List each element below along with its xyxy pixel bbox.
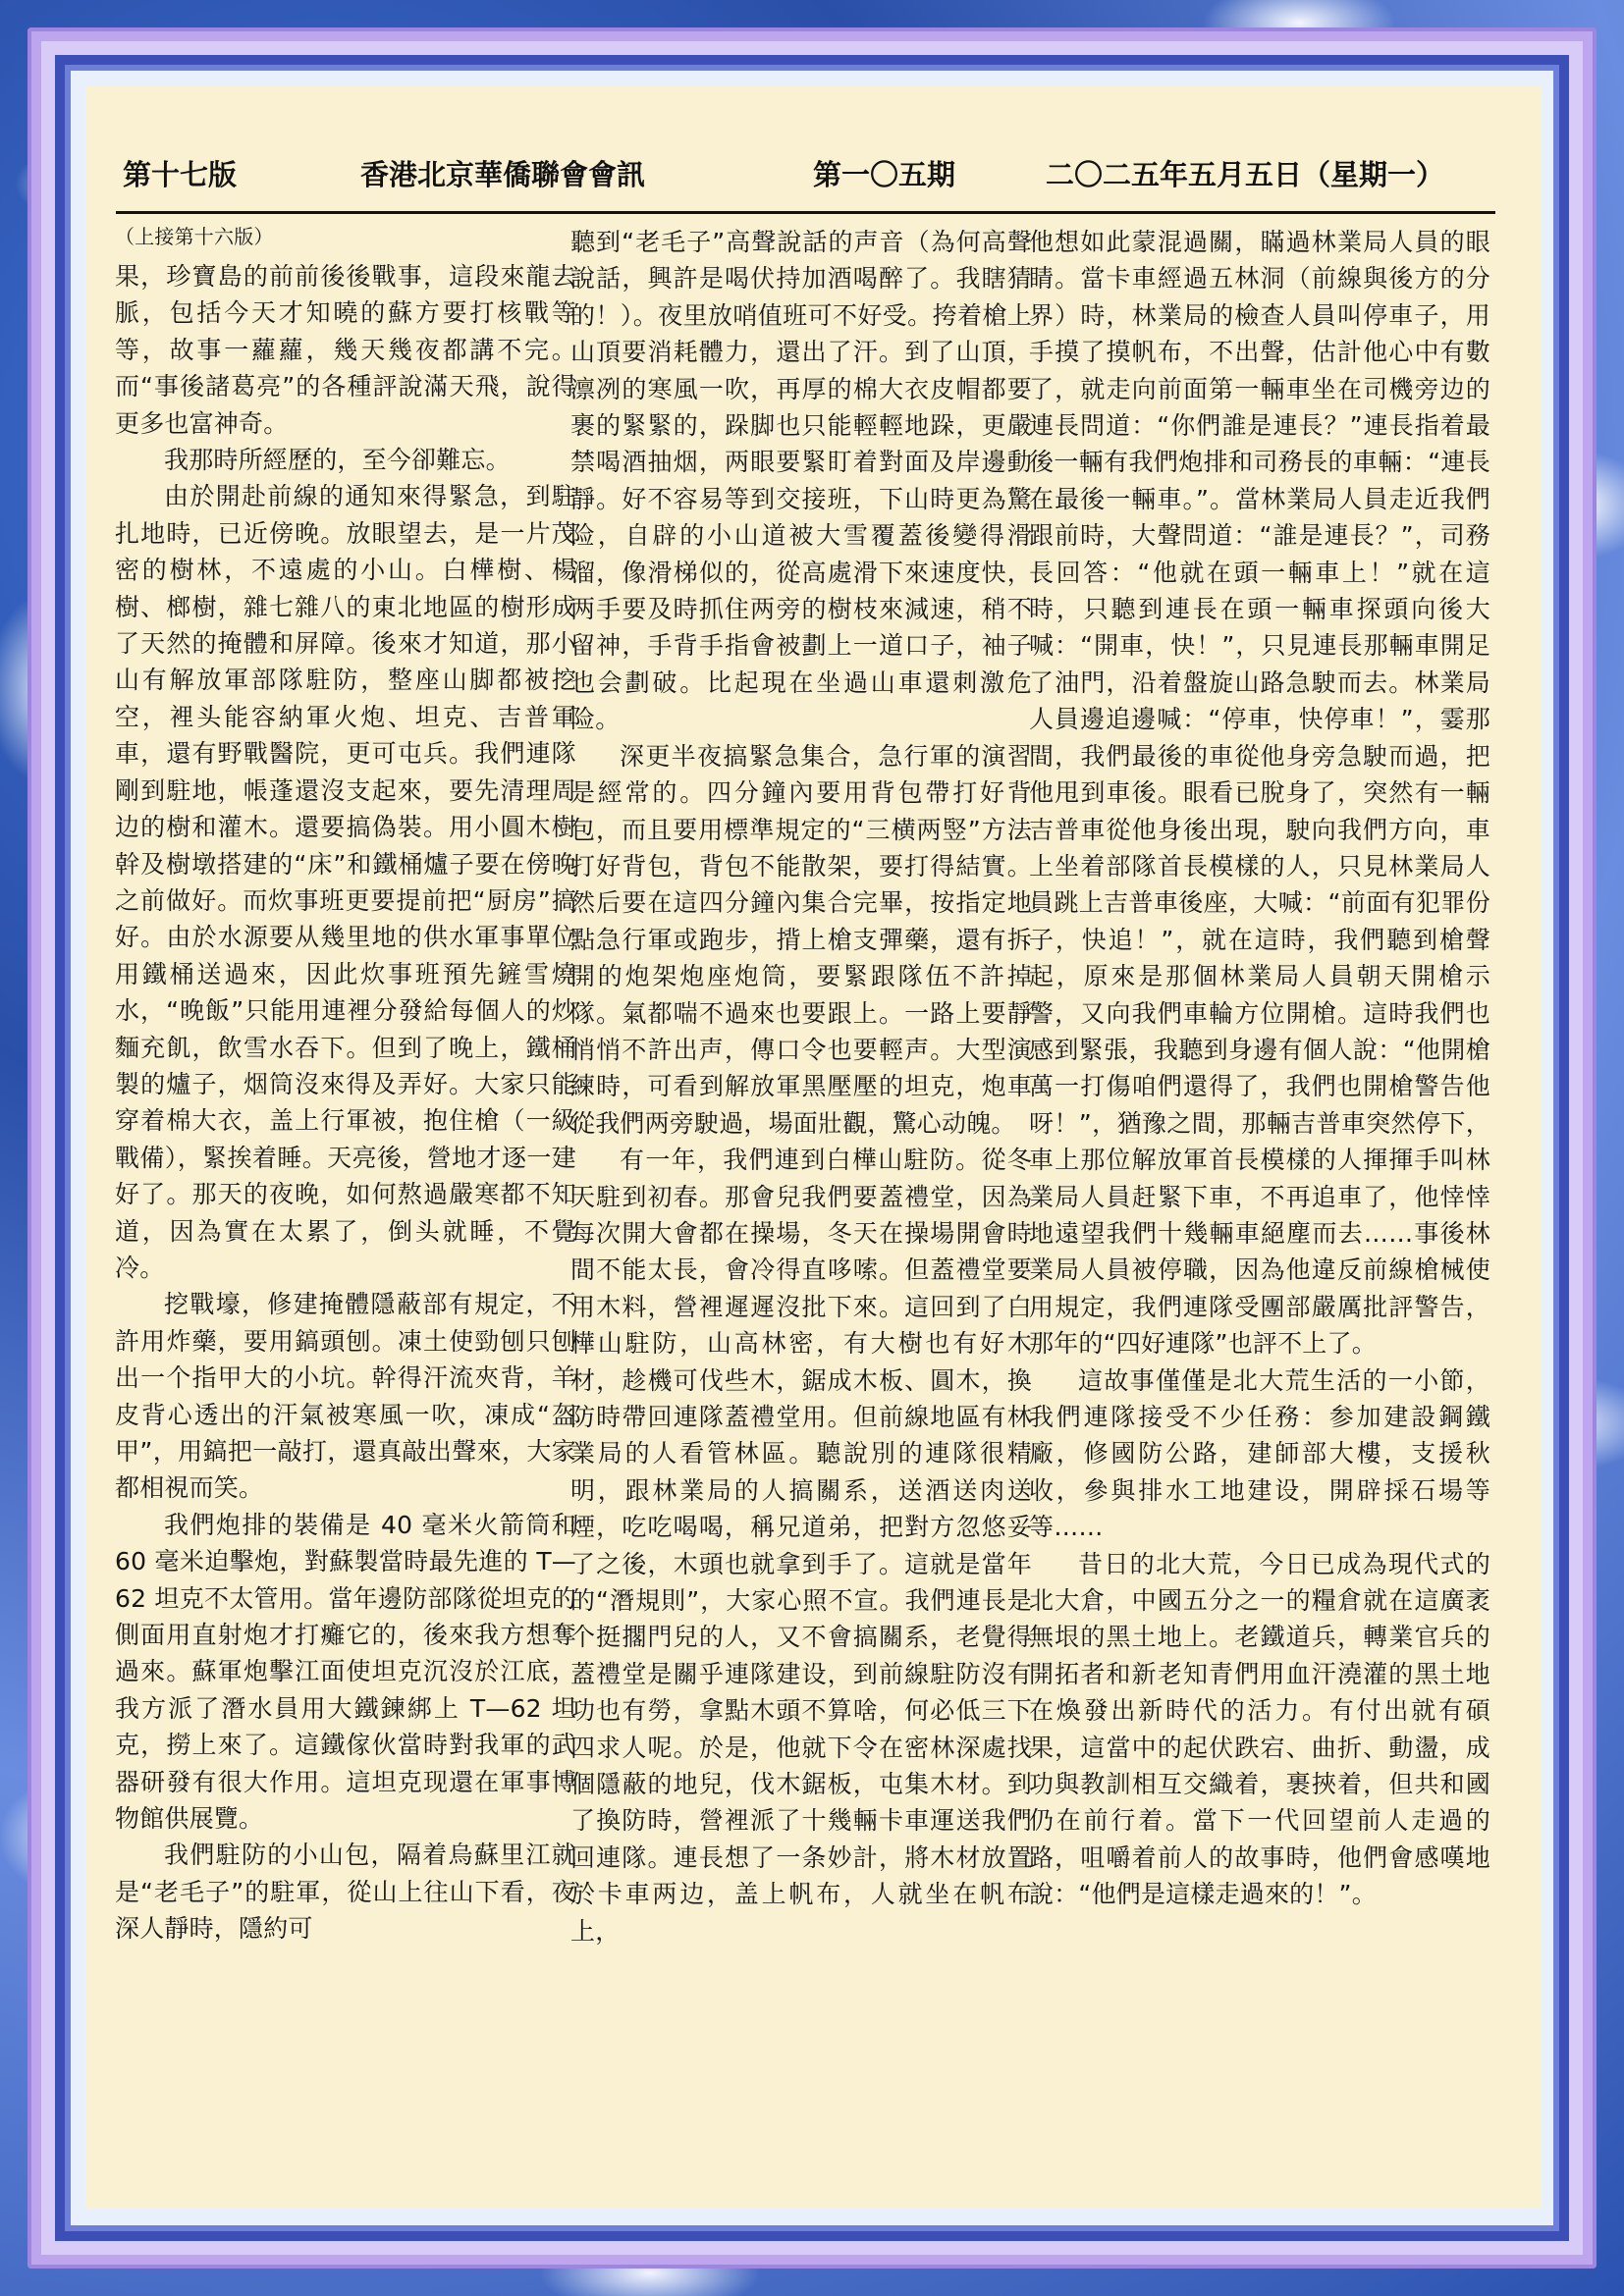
article-paragraph: 挖戰壕，修建掩體隱蔽部有規定，不許用炸藥，要用鎬頭刨。凍土使勁刨只刨出一个指甲大的小坑。幹得汗流夾背，羊皮背心透出的汗氣被寒風一吹，凍成“盔甲”，用鎬把一敲打，還真敲出聲來，大家都相視而笑。: [115, 1290, 576, 1503]
article-column-1: [115, 224, 576, 1948]
article-paragraph: 這故事僅僅是北大荒生活的一小節，我們連隊接受不少任務：参加建設鋼鐵廠，修國防公路，建師部大樓，支援秋收，參與排水工地建设，開辟採石場等等……: [1029, 1365, 1490, 1542]
article-paragraph: 果，珍寶島的前前後後戰事，這段來龍去脈，包括今天才知曉的蘇方要打核戰等等，故事一蘿蘿，幾天幾夜都講不完。而“事後諸葛亮”的各種評說滿天飛，說得更多也富神奇。: [115, 262, 576, 438]
article-paragraph: 他想如此蒙混過關，瞞過林業局人員的眼睛。當卡車經過五林洞（前線與後方的分界）時，林業局的檢查人員叫停車子，用手摸了摸帆布，不出聲，估計他心中有數了，就走向前面第一輛車坐在司機旁边的連長問道：“你們誰是連長？”連長指着最後一輛有我們炮排和司務長的車輛：“連長在最後一輛車。”。當林業局人員走近我們跟前時，大聲問道：“誰是連長？”，司務長回答：“他就在頭一輛車上！”就在這時，只聽到連長在頭一輛車探頭向後大喊：“開車，快！”，只見連長那輛車開足了油門，沿着盤旋山路急駛而去。林業局人員邊追邊喊：“停車，快停車！”，霎那間，我們最後的車從他身旁急駛而過，把他甩到車後。眼看已脫身了，突然有一輛吉普車從他身後出現，駛向我們方向，車上坐着部隊首長模樣的人，只見林業局人員跳上吉普車後座，大喊：“前面有犯罪份子，快追！”，就在這時，我們聽到槍聲起，原來是那個林業局人員朝天開槍示警，又向我們車輪方位開槍。這時我們也感到緊張，我聽到身邊有個人說：“他開槍萬一打傷咱們還得了，我們也開槍警告他呀！”，猶豫之間，那輛吉普車突然停下，車上那位解放軍首長模樣的人揮揮手叫林業局人員赶緊下車，不再追車了，他悻悻地遠望我們十幾輛車絕塵而去……事後林業局人員被停職，因為他違反前線槍械使用規定，我們連隊受團部嚴厲批評警告，那年的“四好連隊”也評不上了。: [1029, 228, 1490, 1359]
article-paragraph: 我那時所經歷的，至今卻難忘。: [164, 446, 511, 475]
article-paragraph: 聽到“老毛子”高聲說話的声音（為何高聲說話，興許是喝伏持加酒喝醉了。我瞎猜的！）。夜里放哨值班可不好受。挎着槍上山頂要消耗體力，還出了汗。到了山頂，凛冽的寒風一吹，再厚的棉大衣皮帽都要裹的緊緊的，跺脚也只能輕輕地跺，更嚴禁喝酒抽烟，两眼要緊盯着對面及岸邊動靜。好不容易等到交接班，下山時更為驚险，自辟的小山道被大雪覆蓋後變得滑溜，像滑梯似的，從高處滑下來速度快，两手要及時抓住两旁的樹枝來減速，稍不留神，手背手指會被劃上一道口子，袖子也会劃破。比起現在坐過山車還刺激危险。: [570, 228, 1032, 734]
issue-number: 第一〇五期: [813, 158, 956, 191]
edition-label: 第十七版: [123, 158, 238, 191]
continuation-note: （上接第十六版）: [115, 225, 274, 248]
article-paragraph: 由於開赴前線的通知來得緊急，到駐扎地時，已近傍晚。放眼望去，是一片茂密的樹林，不遠處的小山。白樺樹、楊樹、榔樹，雜七雜八的東北地區的樹形成了天然的掩體和屏障。後來才知道，那小山有解放軍部隊駐防，整座山脚都被挖空，裡头能容納軍火炮、坦克、吉普軍車，還有野戰醫院，更可屯兵。我們連隊剛到駐地，帳蓬還沒支起來，要先清理周边的樹和灌木。還要搞偽裝。用小圓木樹幹及樹墩搭建的“床”和鐵桶爐子要在傍晚之前做好。而炊事班更要提前把“厨房”搞好。由於水源要从幾里地的供水軍事單位用鐵桶送過來，因此炊事班預先鏟雪燒水，“晚飯”只能用連裡分發給每個人的炒麵充飢，飲雪水吞下。但到了晚上，鐵桶製的爐子，烟筒沒來得及弄好。大家只能穿着棉大衣，盖上行軍被，抱住槍（一級戰備），緊挨着睡。天亮後，營地才逐一建好了。那天的夜晚，如何熬過嚴寒都不知道，因為實在太累了，倒头就睡，不覺冷。: [115, 482, 576, 1282]
issue-date: 二〇二五年五月五日（星期一）: [1046, 158, 1445, 191]
article-paragraph: 我們炮排的裝備是 40 毫米火箭筒和 60 毫米迫擊炮，對蘇製當時最先進的 T—62 坦克不太管用。當年邊防部隊從坦克的側面用直射炮才打癱它的，後來我方想奪過來。蘇軍炮擊江面使坦克沉沒於江底，我方派了潛水員用大鐵鍊綁上 T—62 坦克，撈上來了。這鐵傢伙當時對我軍的武器研發有很大作用。這坦克现還在軍事博物館供展覽。: [115, 1510, 576, 1834]
article-column-2: [570, 224, 1032, 1949]
article-paragraph: 深更半夜搞緊急集合，急行軍的演習是經常的。四分鐘內要用背包帶打好背包，而且要用標準規定的“三横两竪”方法打好背包，背包不能散架，要打得結實。然后要在這四分鐘內集合完畢，按指定地點急行軍或跑步，揹上槍支彈藥，還有拆開的炮架炮座炮筒，要緊跟隊伍不許掉隊。氣都喘不過來也要跟上。一路上要靜悄悄不許出声，傳口令也要輕声。大型演練時，可看到解放軍黑壓壓的坦克，炮車從我們两旁駛過，場面壯觀，驚心动魄。: [570, 741, 1032, 1138]
header-rule: [116, 211, 1495, 214]
article-column-3: [1029, 224, 1490, 1913]
article-paragraph: 有一年，我們連到白樺山駐防。從冬天駐到初春。那會兒我們要蓋禮堂，因為每次開大會都在操場，冬天在操場開會時間不能太長，會冷得直哆嗦。但蓋禮堂要用木料，營裡遲遲沒批下來。這回到了白樺山駐防，山高林密，有大樹也有好木材，趁機可伐些木，鋸成木板、圓木，換防時帶回連隊蓋禮堂用。但前線地區有林業局的人看管林區。聽說別的連隊很精明，跟林業局的人搞關系，送酒送肉送煙，吃吃喝喝，稱兄道弟，把對方忽悠妥了之後，木頭也就拿到手了。這就是當年的“潛規則”，大家心照不宣。我們連長是个挺擱門兒的人，又不會搞關系，老覺得蓋禮堂是關乎連隊建设，到前線駐防沒有功也有勞，拿點木頭不算啥，何必低三下四求人呢。於是，他就下令在密林深處找個隱蔽的地兒，伐木鋸板，屯集木材。到了換防時，營裡派了十幾輛卡車運送我們回連隊。連長想了一条妙計，將木材放置於卡車两边，盖上帆布，人就坐在帆布上，: [570, 1146, 1032, 1946]
article-paragraph: 昔日的北大荒，今日已成為現代式的北大倉，中國五分之一的糧倉就在這廣袤無垠的黑土地上。老鐵道兵，轉業官兵的開拓者和新老知青們用血汗澆灌的黑土地在煥發出新時代的活力。有付出就有碩果，這當中的起伏跌宕、曲折、動盪，成功與教訓相互交織着，裹挾着，但共和國仍在前行着。當下一代回望前人走過的路，咀嚼着前人的故事時，他們會感嘆地說：“他們是這樣走過來的！”。: [1029, 1549, 1490, 1909]
publication-name: 香港北京華僑聯會會訊: [360, 158, 646, 191]
page-header: [123, 153, 1492, 202]
article-paragraph: 我們駐防的小山包，隔着烏蘇里江就是“老毛子”的駐軍，從山上往山下看，夜深人靜時，隱約可: [115, 1841, 576, 1944]
